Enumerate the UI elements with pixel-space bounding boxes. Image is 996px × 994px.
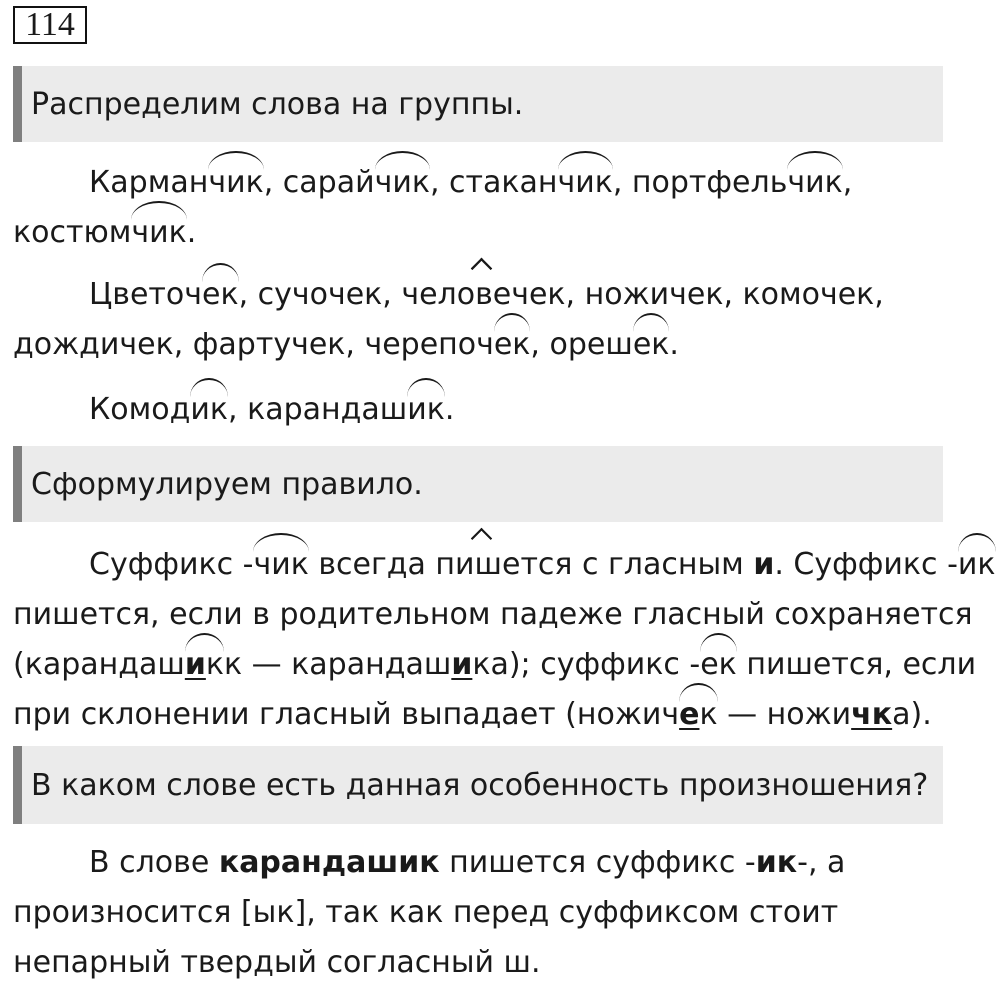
root-cap: оч <box>801 277 838 312</box>
section-title: Сформулируем правило. <box>31 466 423 502</box>
rule-paragraph: Суффикс -чик всегда пишется с гласным и. Суффикс -ик пишется, если в родительном падеже гласный сохраняется (карандашикк — карандашика); суффикс -ек пишется, если при склонении гласный выпадает (ножичек — ножичка). <box>13 540 948 740</box>
root-cap: оч <box>309 277 346 312</box>
root-cap: ч <box>511 277 529 312</box>
answer-paragraph: В слове карандашик пишется суффикс -ик-, а произносится [ык], так как перед суффиксом стоит непарный твердый согласный ш. <box>13 845 846 980</box>
section-header-rule <box>13 446 943 522</box>
suffix-arc-chik: чик <box>375 158 430 208</box>
exercise-number: 114 <box>13 6 87 44</box>
suffix-arc-chik: чик <box>253 540 308 590</box>
highlighted-vowel: е <box>679 697 700 732</box>
ek-words-paragraph: Цветочек, сучочек, человечек, ножичек, комочек, дождичек, фартучек, черепочек, орешек. <box>13 270 948 370</box>
suffix-arc-ek: ек <box>700 640 737 690</box>
suffix-arc-ek: ек <box>202 270 239 320</box>
chik-words-paragraph: Карманчик, сарайчик, стаканчик, портфельчик, костюмчик. <box>13 158 948 258</box>
suffix-arc-ik: ик <box>407 385 445 435</box>
suffix-arc-ik: ик <box>190 385 228 435</box>
root-cap: ич <box>649 277 687 312</box>
suffix-arc-chik: чик <box>131 208 186 258</box>
suffix-arc-ek: ек <box>633 320 670 370</box>
suffix-arc-chik: чик <box>787 158 842 208</box>
root-cap: ч <box>291 327 309 362</box>
highlighted-letters: чк <box>851 697 893 732</box>
section-header-groups <box>13 66 943 142</box>
key-suffix: ик <box>755 845 798 880</box>
suffix-arc-chik: чик <box>558 158 613 208</box>
section-header-question <box>13 746 943 824</box>
section-title: В каком слове есть данная особенность произношения? <box>31 767 929 803</box>
section-title: Распределим слова на группы. <box>31 86 524 122</box>
suffix-arc-ek: ек <box>494 320 531 370</box>
key-word: карандашик <box>218 845 440 880</box>
suffix-arc-ik: ик <box>958 540 996 590</box>
suffix-arc-chik: чик <box>208 158 263 208</box>
root-cap: ч <box>119 327 138 362</box>
highlighted-vowel: и <box>184 647 206 682</box>
ik-words-paragraph: Комодик, карандашик. <box>13 385 948 435</box>
highlighted-vowel: и <box>451 647 473 682</box>
